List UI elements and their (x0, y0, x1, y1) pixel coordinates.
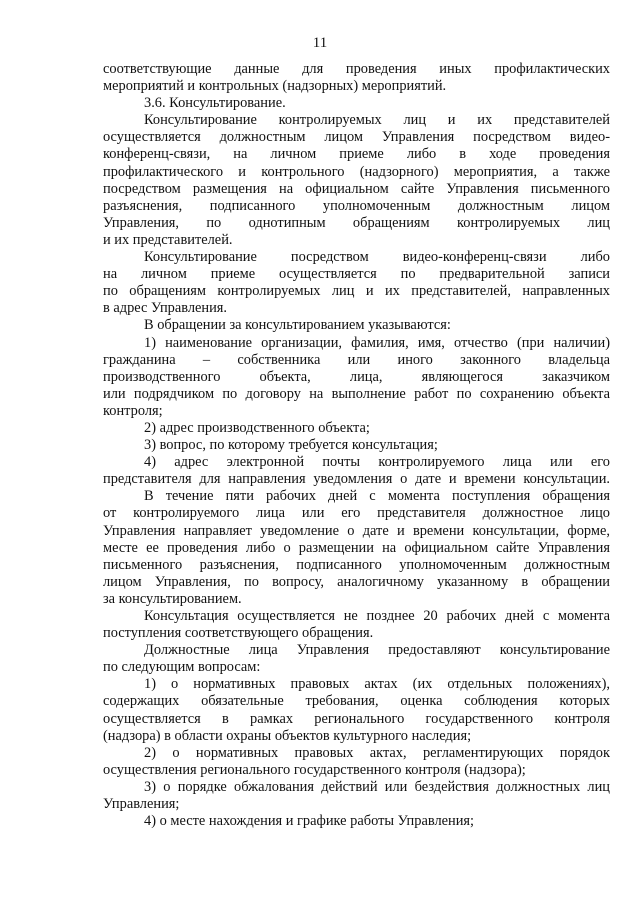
text-line: контроля; (103, 402, 163, 419)
text-line: содержащих обязательные требования, оценка соблюдения которых (103, 693, 610, 710)
text-line: или подрядчиком по договору на выполнение работ по сохранению объекта (103, 385, 610, 402)
text-line: осуществляется в рамках регионального государственного контроля (103, 710, 610, 727)
text-line: Управления направляет уведомление о дате и времени консультации, форме, (103, 522, 610, 539)
text-line: по следующим вопросам: (103, 659, 261, 676)
text-line: мероприятий и контрольных (надзорных) мероприятий. (103, 78, 447, 95)
text-line: осуществляется должностным лицом Управления посредством видео- (103, 129, 610, 146)
text-line: Управления; (103, 796, 180, 813)
text-line: 2) о нормативных правовых актах, регламентирующих порядок (144, 744, 610, 761)
text-line: 2) адрес производственного объекта; (144, 419, 370, 436)
text-line: Управления, по однотипным обращениям контролируемых лиц (103, 214, 610, 231)
text-line: и их представителей. (103, 231, 233, 248)
text-line: Консультирование контролируемых лиц и их представителей (144, 112, 610, 129)
text-line: В течение пяти рабочих дней с момента поступления обращения (144, 488, 610, 505)
text-line: письменного разъяснения, подписанного уполномоченным должностным (103, 556, 610, 573)
text-line: от контролируемого лица или его представителя должностное лицо (103, 505, 610, 522)
text-line: гражданина – собственника или иного законного владельца (103, 351, 610, 368)
text-line: соответствующие данные для проведения иных профилактических (103, 61, 610, 77)
text-line: производственного объекта, лица, являющегося заказчиком (103, 368, 610, 385)
text-line: лицом Управления, по вопросу, аналогичному указанному в обращении (103, 573, 610, 590)
text-line: В обращении за консультированием указываются: (144, 317, 451, 334)
text-line: Консультирование посредством видео-конференц-связи либо (144, 249, 610, 266)
text-line: месте ее проведения либо о размещении на официальном сайте Управления (103, 539, 610, 556)
text-line: 3) вопрос, по которому требуется консультация; (144, 437, 438, 454)
text-line: посредством размещения на официальном сайте Управления письменного (103, 180, 610, 197)
text-line: в адрес Управления. (103, 300, 228, 317)
text-line: осуществления регионального государственного контроля (надзора); (103, 761, 526, 778)
text-line: 3.6. Консультирование. (144, 95, 286, 112)
text-line: 1) наименование организации, фамилия, имя, отчество (при наличии) (144, 334, 610, 351)
text-line: Консультация осуществляется не позднее 20 рабочих дней с момента (144, 608, 610, 624)
text-line: 4) адрес электронной почты контролируемого лица или его (144, 454, 610, 471)
text-line: Должностные лица Управления предоставляют консультирование (144, 642, 610, 659)
text-line: 1) о нормативных правовых актах (их отдельных положениях), (144, 676, 610, 693)
text-line: 3) о порядке обжалования действий или бездействия должностных лиц (144, 778, 610, 795)
text-line: разъяснения, подписанного уполномоченным должностным лицом (103, 197, 610, 214)
text-line: профилактического и контрольного (надзорного) мероприятия, а также (103, 163, 610, 180)
text-line: по обращениям контролируемых лиц и их представителей, направленных (103, 283, 610, 300)
text-line: поступления соответствующего обращения. (103, 625, 374, 642)
text-line: 4) о месте нахождения и графике работы Управления; (144, 813, 475, 830)
text-line: за консультированием. (103, 590, 242, 607)
document-body (103, 61, 610, 830)
text-line: представителя для направления уведомления о дате и времени консультации. (103, 471, 610, 488)
text-line: на личном приеме осуществляется по предварительной записи (103, 266, 610, 283)
page-number: 11 (312, 35, 328, 51)
text-line: конференц-связи, на личном приеме либо в ходе проведения (103, 146, 610, 163)
text-line: (надзора) в области охраны объектов культурного наследия; (103, 727, 472, 744)
